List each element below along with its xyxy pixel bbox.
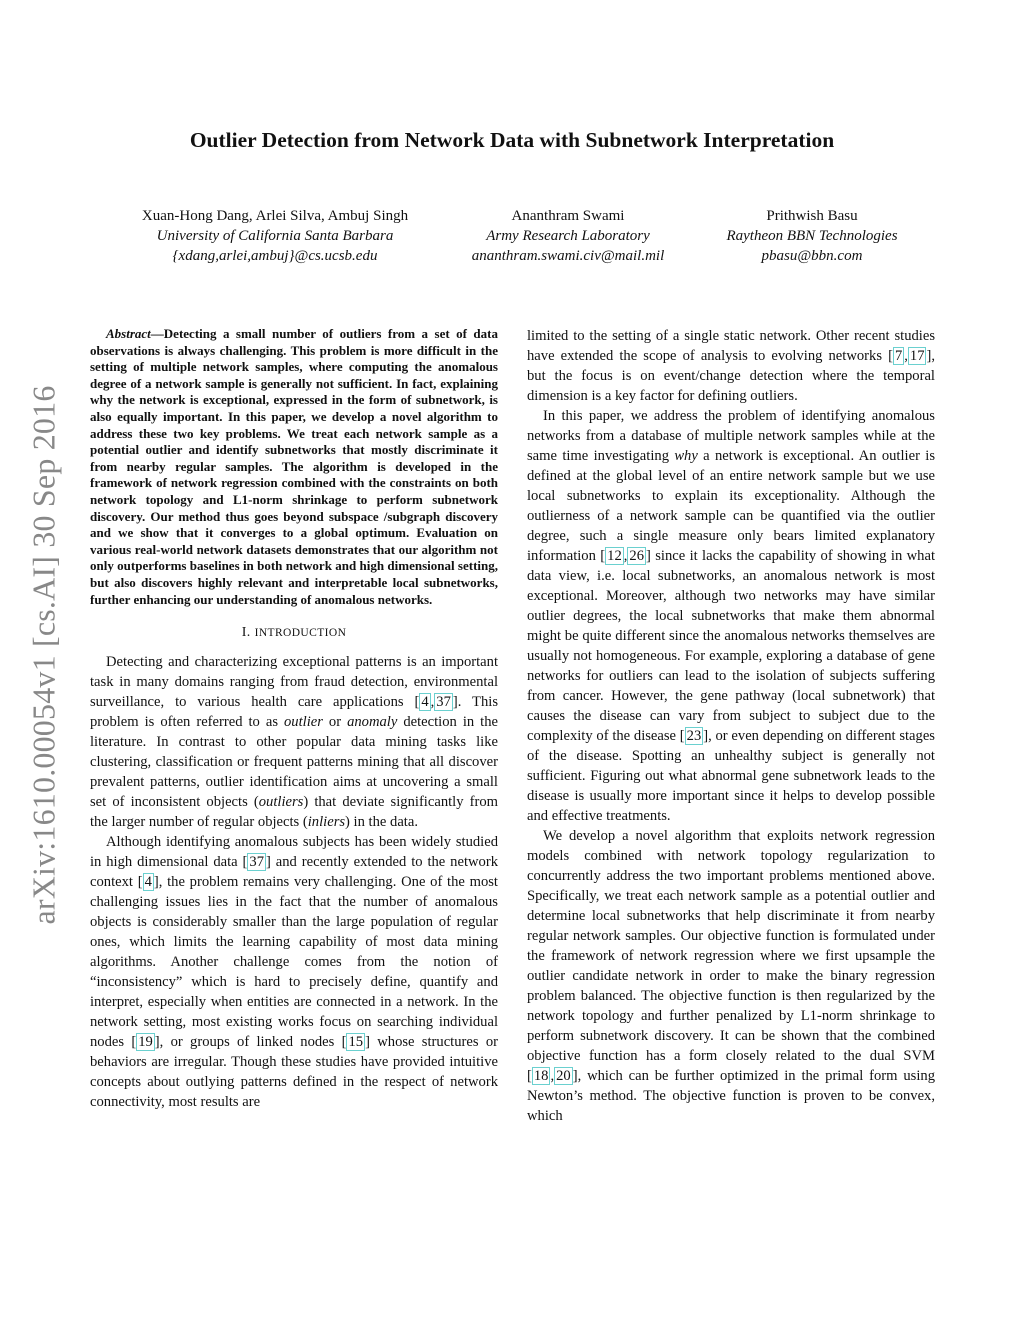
right-column: [527, 326, 935, 1126]
author-names: Xuan-Hong Dang, Arlei Silva, Ambuj Singh: [141, 208, 409, 224]
author-names: Ananthram Swami: [511, 208, 625, 224]
abstract-text: —Detecting a small number of outliers from a set of data observations is always challenging. This problem is more difficult in the setting of multiple network samples, where computing the anomalous degree of a network sample is generally not sufficient. In fact, explaining why the network is exceptional, expressed in the form of subnetwork, is also equally important. In this paper, we develop a novel algorithm to address these two key problems. We treat each network sample as a potential outlier and identify subnetworks that mostly discriminate it from nearby regular samples. The algorithm is developed in the framework of network regression combined with the constraints on both network topology and L1-norm shrinkage to perform subnetwork discovery. Our method thus goes beyond subspace /subgraph discovery and we show that it converges to a global optimum. Evaluation on various real-world network datasets demonstrates that our algorithm not only outperforms baselines in both network and high dimensional setting, but also discovers highly relevant and interpretable local subnetworks, further enhancing our understanding of anomalous networks.: [90, 326, 498, 607]
author-email: ananthram.swami.civ@mail.mil: [471, 248, 665, 264]
citation-link[interactable]: 4: [144, 874, 152, 891]
citation-link[interactable]: 4: [421, 694, 429, 711]
author-block-3: [694, 206, 930, 266]
citation-link[interactable]: 37: [249, 854, 264, 871]
section-heading: I. INTRODUCTION: [241, 625, 347, 641]
left-column: [90, 326, 498, 1112]
citation-link[interactable]: 7: [894, 348, 903, 364]
author-email: {xdang,arlei,ambuj}@cs.ucsb.edu: [172, 248, 378, 264]
author-affiliation: Raytheon BBN Technologies: [726, 228, 898, 244]
citation-link[interactable]: 15: [348, 1034, 364, 1051]
citation-link[interactable]: 17: [909, 348, 925, 364]
citation-link[interactable]: 19: [138, 1034, 153, 1051]
arxiv-stamp: arXiv:1610.00054v1 [cs.AI] 30 Sep 2016: [25, 385, 62, 925]
author-block-2: [448, 206, 688, 266]
intro-paragraph-5: We develop a novel algorithm that exploits network regression models combined with network topology regularization to concurrently address the two important problems mentioned above. Specifically, we treat each network sample as a potential outlier and determine local subnetworks that help discriminate it from nearby regular network samples. Our objective function is formulated under the framework of network regression where we first upsample the outlier candidate network in order to make the binary regression problem balanced. The objective function is then regularized by the network topology and further penalized by L1-norm shrinkage to perform subnetwork discovery. It can be shown that the combined objective function has a form closely related to the dual SVM [ 18 , 20 ], which can be further optimized in the primal form using Newton’s method. The objective function is proven to be convex, which: [527, 828, 935, 1124]
section-title: INTRODUCTION: [254, 627, 347, 640]
author-email: pbasu@bbn.com: [761, 248, 863, 264]
intro-paragraph-4: In this paper, we address the problem of identifying anomalous networks from a database of multiple network samples while at the same time investigating why a network is exceptional. An outlier is defined at the global level of an entire network sample but we use local subnetworks to explain its exceptionality. Although the outlierness of a network sample can be quantified via the outlier degree, such a single measure only bears limited explanatory information [ 12 , 26 ] since it lacks the capability of showing in what data view, i.e. local subnetworks, an anomalous network is most exceptional. Moreover, although two networks may have similar outlier degrees, the local subnetworks that make them abnormal might be quite different since the anomalous networks themselves are usually not homogeneous. For example, exploring a database of gene networks for outliers can lead to the isolation of subjects suffering from cancer. However, the gene pathway (local subnetwork) that causes the disease can vary from subject to subject due to the complexity of the disease [ 23 ], or even depending on different stages of the disease. Spotting an unhealthy subject is generally not sufficient. Figuring out what abnormal gene subnetwork leads to the disease is usually more important since it helps to develop possible and effective treatments.: [527, 408, 935, 824]
author-names: Prithwish Basu: [766, 208, 858, 224]
citation-link[interactable]: 12: [607, 548, 622, 564]
paper-title: Outlier Detection from Network Data with Subnetwork Interpretation: [189, 128, 835, 152]
author-block-1: [115, 206, 435, 266]
intro-paragraph-1: Detecting and characterizing exceptional patterns is an important task in many domains ranging from fraud detection, environmental surveillance, to various health care applications [ 4 , 37 ]. This problem is often referred to as outlier or anomaly detection in the literature. In contrast to other popular data mining tasks like clustering, classification or frequent patterns mining that all discover prevalent patterns, outlier identification aims at uncovering a small set of inconsistent objects (outliers) that deviate significantly from the larger number of regular objects (inliers) in the data.: [90, 654, 499, 831]
citation-link[interactable]: 23: [686, 728, 702, 744]
citation-link[interactable]: 37: [436, 694, 451, 711]
citation-link[interactable]: 26: [629, 548, 644, 564]
citation-link[interactable]: 18: [533, 1068, 549, 1084]
author-affiliation: University of California Santa Barbara: [156, 228, 394, 244]
intro-paragraph-3: limited to the setting of a single static network. Other recent studies have extended the scope of analysis to evolving networks [ 7 , 17 ], but the focus is on event/change detection where the temporal dimension is a key factor for defining outliers.: [527, 328, 935, 404]
intro-paragraph-2: Although identifying anomalous subjects has been widely studied in high dimensional data [ 37 ] and recently extended to the network context [ 4 ], the problem remains very challenging. One of the most challenging issues lies in the fact that the number of anomalous objects is considerably smaller than the large population of regular ones, which limits the learning capability of most data mining algorithms. Another challenge comes from the notion of “inconsistency” which is hard to precisely define, quantify and interpret, especially when entities are connected in a network. In the network setting, most existing works focus on searching individual nodes [ 19 ], or groups of linked nodes [ 15 ] whose structures or behaviors are irregular. Though these studies have provided intuitive concepts about outlying patterns defined in the respect of network connectivity, most results are: [90, 834, 498, 1111]
citation-link[interactable]: 20: [556, 1068, 571, 1084]
abstract-label: Abstract: [106, 326, 151, 341]
author-affiliation: Army Research Laboratory: [486, 228, 650, 244]
abstract: [90, 326, 498, 608]
